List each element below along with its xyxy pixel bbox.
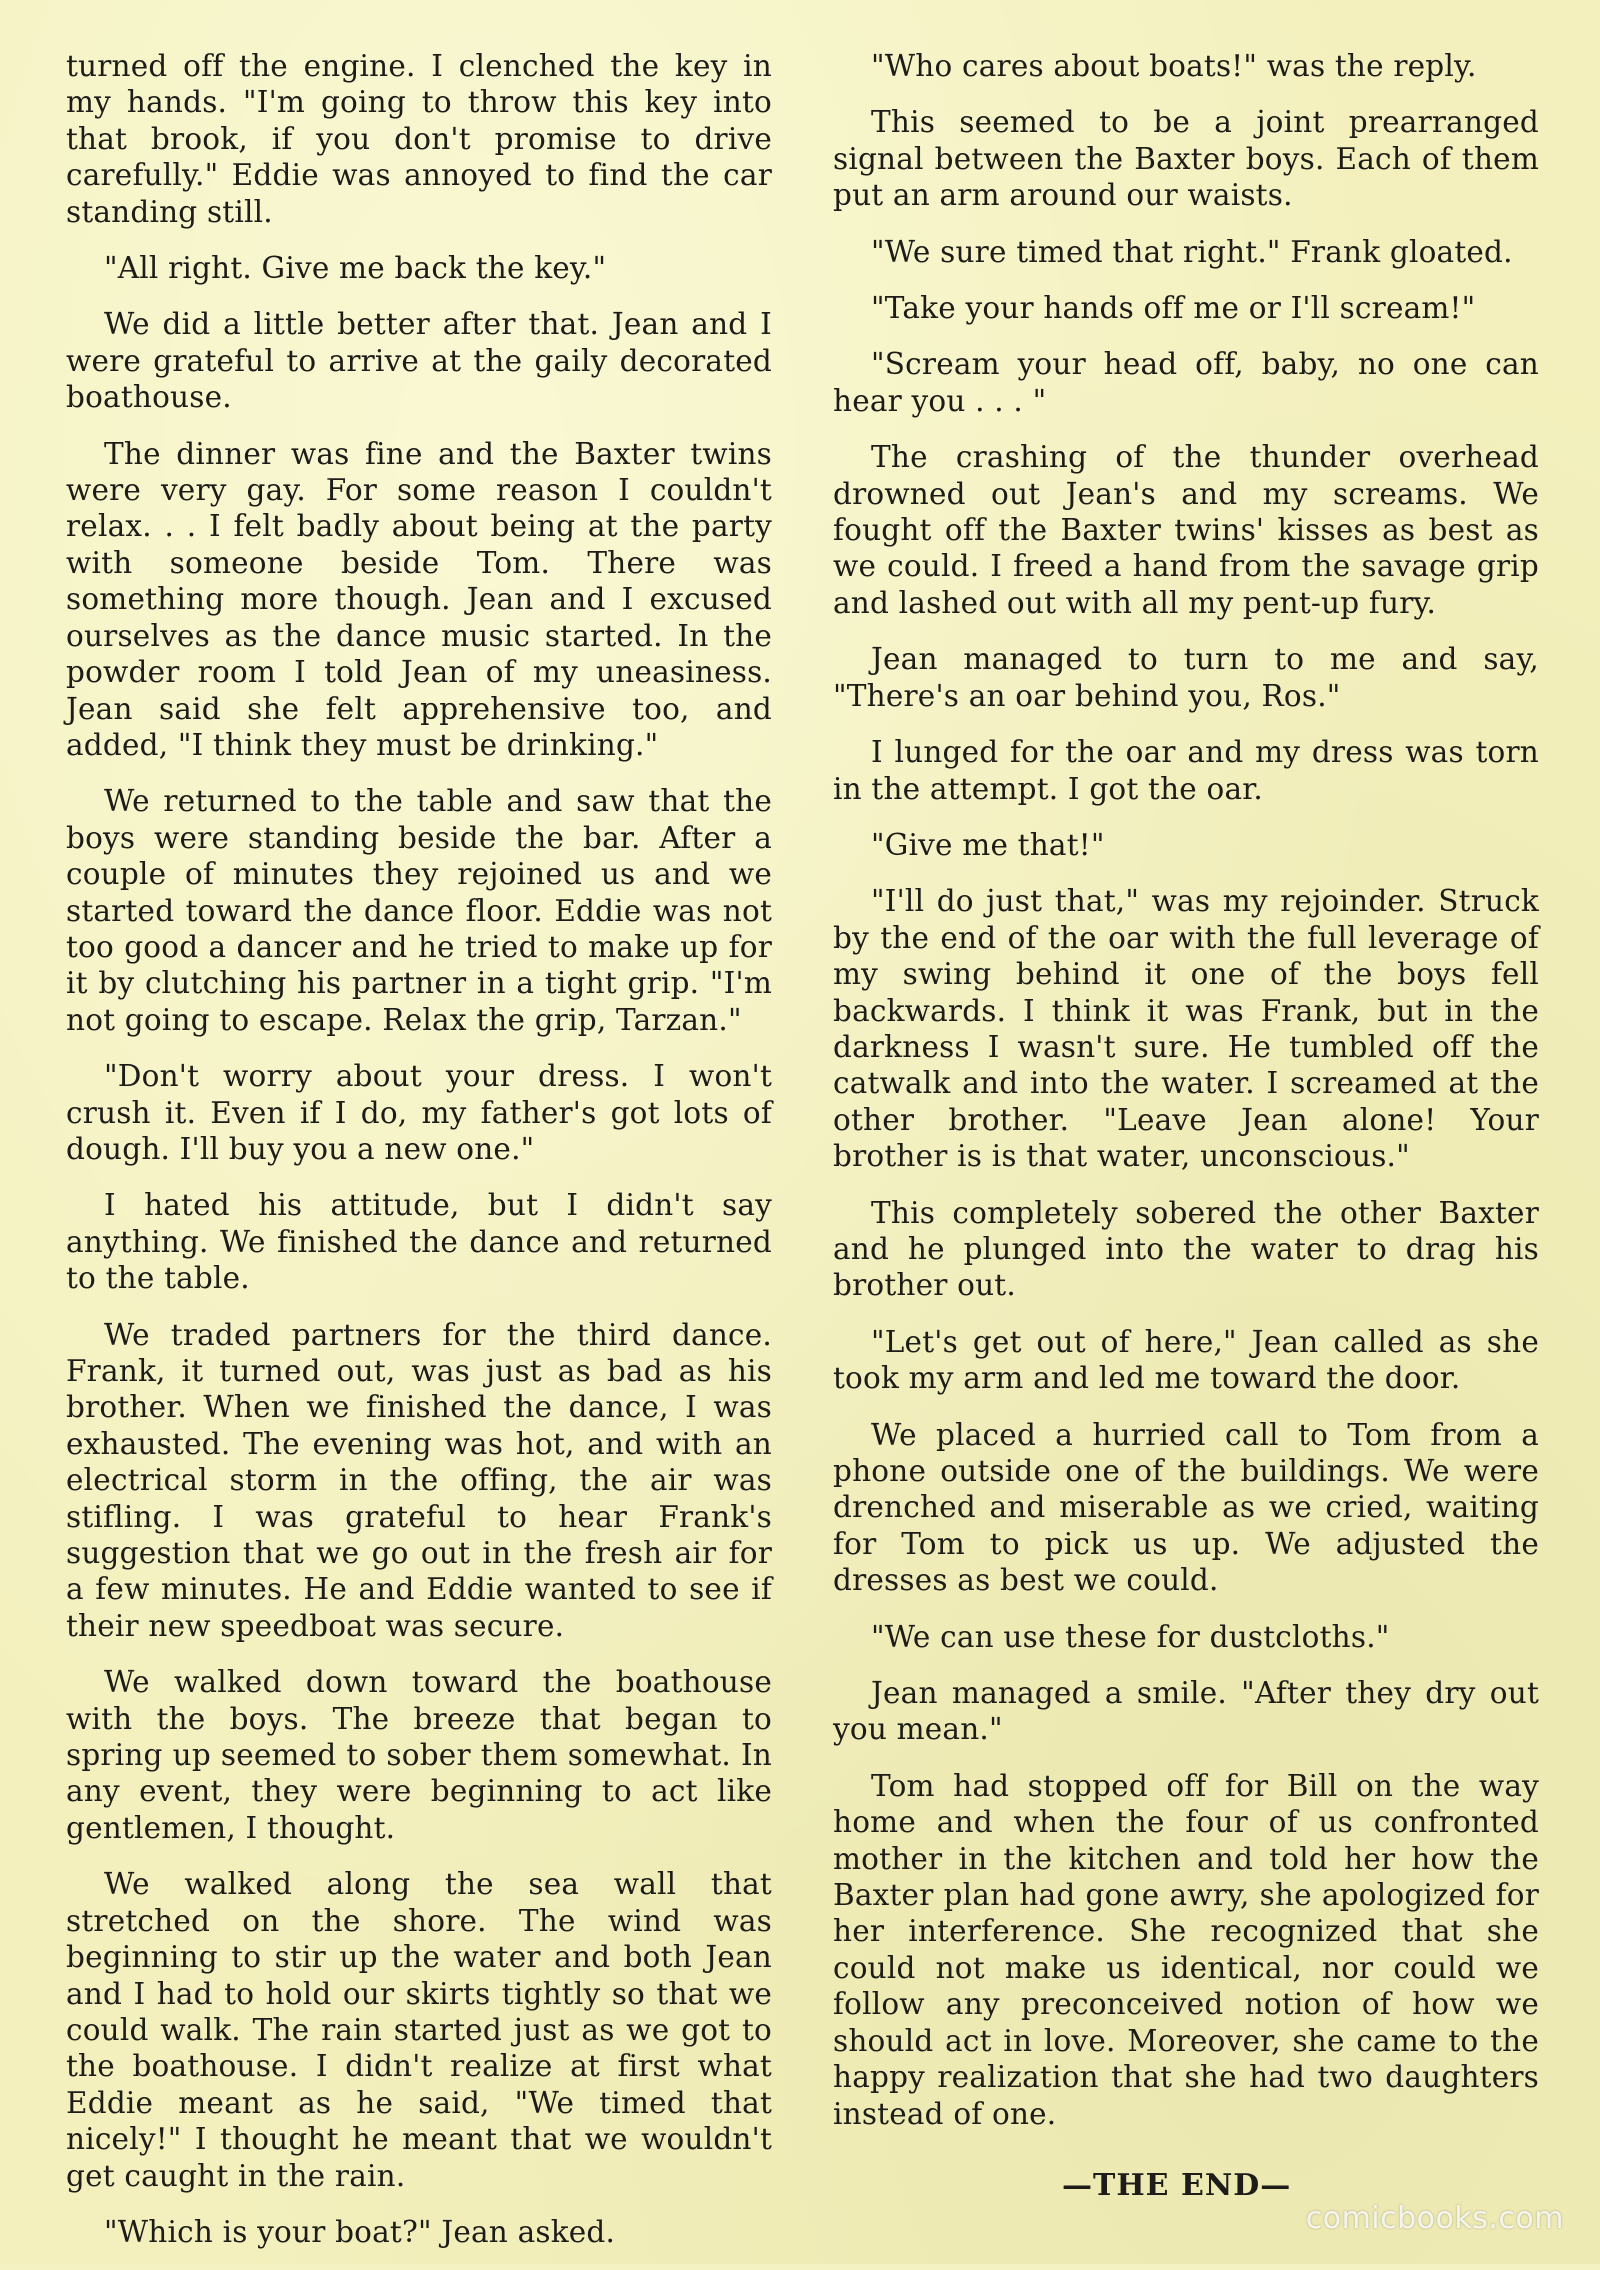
- story-paragraph: We walked along the sea wall that stretched on the shore. The wind was beginning to stir up the water and both Jean and I had to hold our skirts tightly so that we could walk. The rain started just as we got to the boathouse. I didn't realize at first what Eddie meant as he said, "We timed that nicely!" I thought he meant that we wouldn't get caught in the rain.: [66, 1867, 772, 2193]
- story-paragraph: This completely sobered the other Baxter and he plunged into the water to drag his brother out.: [833, 1195, 1539, 1303]
- story-paragraph: The dinner was fine and the Baxter twins were very gay. For some reason I couldn't relax. . . I felt badly about being at the party with someone beside Tom. There was something more though. Jean and I excused ourselves as the dance music started. In the powder room I told Jean of my uneasiness. Jean said she felt apprehensive too, and added, "I think they must be drinking.": [66, 436, 772, 762]
- story-paragraph: "Which is your boat?" Jean asked.: [104, 2214, 616, 2249]
- story-paragraph: turned off the engine. I clenched the key in my hands. "I'm going to throw this key into that brook, if you don't promise to drive carefully." Eddie was annoyed to find the car standing still.: [66, 49, 772, 229]
- story-paragraph: We traded partners for the third dance. Frank, it turned out, was just as bad as his brother. When we finished the dance, I was exhausted. The evening was hot, and with an electrical storm in the offing, the air was stifling. I was grateful to hear Frank's suggestion that we go out in the fresh air for a few minutes. He and Eddie wanted to see if their new speedboat was secure.: [66, 1317, 772, 1643]
- right-text-column: [833, 48, 1539, 2152]
- story-paragraph: We placed a hurried call to Tom from a phone outside one of the buildings. We were drenched and miserable as we cried, waiting for Tom to pick us up. We adjusted the dresses as best we could.: [833, 1417, 1539, 1598]
- story-paragraph: I lunged for the oar and my dress was torn in the attempt. I got the oar.: [833, 735, 1539, 806]
- story-paragraph: "Don't worry about your dress. I won't crush it. Even if I do, my father's got lots of dough. I'll buy you a new one.": [66, 1059, 772, 1166]
- story-paragraph: "We can use these for dustcloths.": [871, 1619, 1390, 1654]
- story-paragraph: Jean managed to turn to me and say, "There's an oar behind you, Ros.": [833, 642, 1539, 713]
- story-paragraph: We returned to the table and saw that the boys were standing beside the bar. After a couple of minutes they rejoined us and we started toward the dance floor. Eddie was not too good a dancer and he tried to make up for it by clutching his partner in a tight grip. "I'm not going to escape. Relax the grip, Tarzan.": [66, 784, 772, 1037]
- story-paragraph: "All right. Give me back the key.": [104, 251, 607, 286]
- story-paragraph: "Give me that!": [871, 827, 1105, 862]
- story-paragraph: "Let's get out of here," Jean called as she took my arm and led me toward the door.: [833, 1324, 1539, 1396]
- left-text-column: [66, 48, 772, 2270]
- story-paragraph: This seemed to be a joint prearranged signal between the Baxter boys. Each of them put an arm around our waists.: [833, 105, 1539, 213]
- the-end-label: —THE END—: [1062, 2168, 1292, 2203]
- story-paragraph: "Who cares about boats!" was the reply.: [871, 49, 1477, 83]
- story-paragraph: "We sure timed that right." Frank gloated.: [871, 234, 1513, 269]
- story-paragraph: I hated his attitude, but I didn't say anything. We finished the dance and returned to the table.: [66, 1188, 772, 1296]
- story-paragraph: We walked down toward the boathouse with the boys. The breeze that began to spring up seemed to sober them somewhat. In any event, they were beginning to act like gentlemen, I thought.: [66, 1665, 772, 1845]
- story-paragraph: "Take your hands off me or I'll scream!": [871, 291, 1476, 326]
- story-paragraph: The crashing of the thunder overhead drowned out Jean's and my screams. We fought off the Baxter twins' kisses as best as we could. I freed a hand from the savage grip and lashed out with all my pent-up fury.: [833, 440, 1539, 620]
- story-paragraph: We did a little better after that. Jean and I were grateful to arrive at the gaily decorated boathouse.: [66, 307, 772, 415]
- watermark: comicbooks.com: [1305, 2201, 1564, 2236]
- story-paragraph: "Scream your head off, baby, no one can hear you . . . ": [833, 347, 1539, 418]
- story-paragraph: Jean managed a smile. "After they dry out you mean.": [833, 1676, 1539, 1747]
- story-paragraph: "I'll do just that," was my rejoinder. Struck by the end of the oar with the full leverage of my swing behind it one of the boys fell backwards. I think it was Frank, but in the darkness I wasn't sure. He tumbled off the catwalk and into the water. I screamed at the other brother. "Leave Jean alone! Your brother is is that water, unconscious.": [833, 884, 1539, 1174]
- story-paragraph: Tom had stopped off for Bill on the way home and when the four of us confronted mother in the kitchen and told her how the Baxter plan had gone awry, she apologized for her interference. She recognized that she could not make us identical, nor could we follow any preconceived notion of how we should act in love. Moreover, she came to the happy realization that she had two daughters instead of one.: [833, 1768, 1539, 2131]
